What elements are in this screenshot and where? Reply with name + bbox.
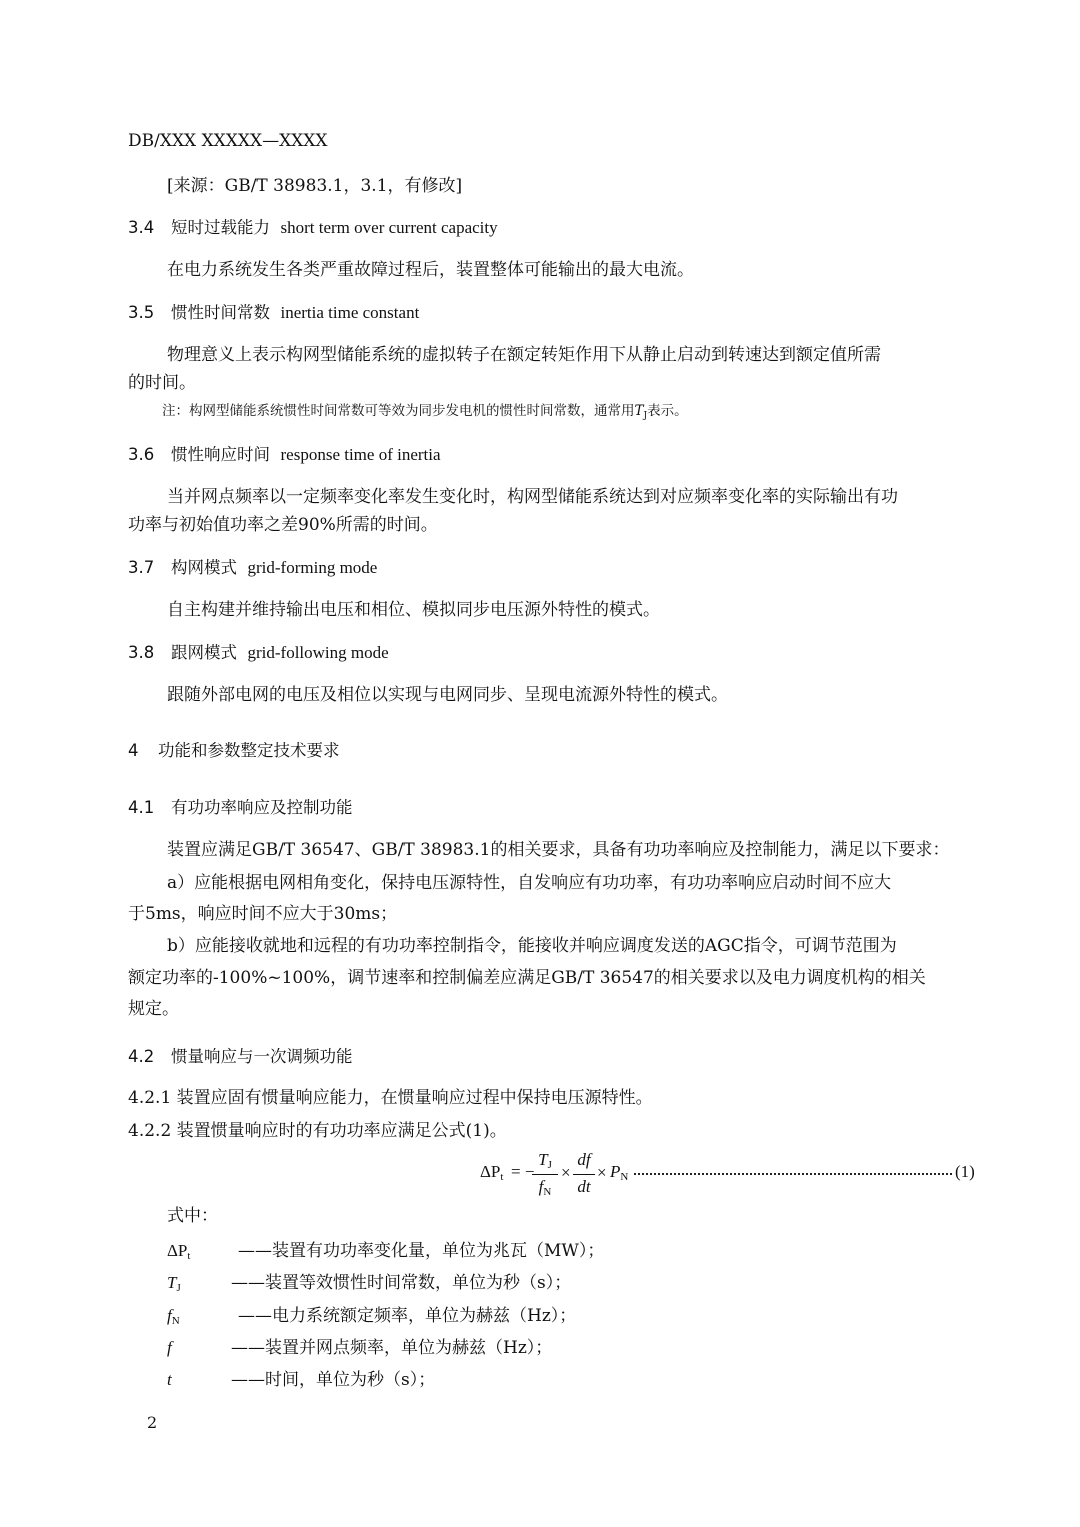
symbol-term xyxy=(167,1337,231,1359)
term-definition: 物理意义上表示构网型储能系统的虚拟转子在额定转矩作用下从静止启动到转速达到额定值所需 xyxy=(167,345,881,365)
symbol-subscript: t xyxy=(187,1250,191,1262)
symbol-main: ΔP xyxy=(167,1241,188,1260)
term-definition-continued: 功率与初始值功率之差90%所需的时间。 xyxy=(128,515,438,535)
tj-symbol: T xyxy=(538,1150,548,1169)
note-symbol-subscript: J xyxy=(643,411,648,421)
symbol-main: t xyxy=(167,1370,172,1389)
fraction-numerator: df xyxy=(577,1150,591,1169)
formula-rhs xyxy=(610,1162,628,1183)
term-english: short term over current capacity xyxy=(280,218,498,237)
term-chinese: 短时过载能力 xyxy=(171,218,270,237)
formula-number: (1) xyxy=(955,1162,975,1181)
term-definition: 当并网点频率以一定频率变化率发生变化时，构网型储能系统达到对应频率变化率的实际输出有功 xyxy=(167,487,898,507)
fraction-denominator xyxy=(532,1177,558,1199)
symbol-main: f xyxy=(167,1338,172,1357)
subsection-heading-4-2 xyxy=(128,1046,353,1068)
list-item-b: b）应能接收就地和远程的有功功率控制指令，能接收并响应调度发送的AGC指令，可调节范围为 xyxy=(167,936,897,956)
term-heading-3-6 xyxy=(128,444,441,466)
symbol-description: ——电力系统额定频率，单位为赫兹（Hz）； xyxy=(238,1306,577,1326)
times-sign: × xyxy=(597,1163,607,1182)
term-english: response time of inertia xyxy=(280,445,441,464)
fraction-numerator xyxy=(532,1150,558,1172)
symbol-description: ——装置等效惯性时间常数，单位为秒（s）； xyxy=(231,1273,572,1293)
list-item-a-continued: 于5ms，响应时间不应大于30ms； xyxy=(128,904,398,924)
fn-symbol: f xyxy=(538,1177,544,1196)
term-english: grid-following mode xyxy=(247,643,389,662)
term-definition-continued: 的时间。 xyxy=(128,373,196,393)
pn-symbol: P xyxy=(610,1162,621,1181)
term-chinese: 惯性时间常数 xyxy=(171,303,270,322)
term-definition: 在电力系统发生各类严重故障过程后，装置整体可能输出的最大电流。 xyxy=(167,260,694,280)
clause-4-2-2: 4.2.2 装置惯量响应时的有功功率应满足公式(1)。 xyxy=(128,1121,507,1141)
term-definition: 跟随外部电网的电压及相位以实现与电网同步、呈现电流源外特性的模式。 xyxy=(167,685,728,705)
dot-leader xyxy=(634,1173,952,1175)
term-note xyxy=(162,402,688,425)
subsection-number: 4.1 xyxy=(128,798,155,817)
page-number: 2 xyxy=(147,1413,158,1432)
term-english: grid-forming mode xyxy=(247,558,378,577)
fraction-bar xyxy=(532,1174,558,1175)
term-heading-3-7 xyxy=(128,557,377,579)
paragraph-line: 装置应满足GB/T 36547、GB/T 38983.1的相关要求，具备有功功率响应及控制能力，满足以下要求： xyxy=(167,840,950,860)
term-number: 3.8 xyxy=(128,643,155,662)
symbol-main: f xyxy=(167,1306,172,1325)
subsection-title: 有功功率响应及控制功能 xyxy=(171,798,353,817)
formula-equals: = − xyxy=(511,1162,535,1181)
term-number: 3.6 xyxy=(128,445,155,464)
note-label: 注： xyxy=(162,403,189,419)
term-definition: 自主构建并维持输出电压和相位、模拟同步电压源外特性的模式。 xyxy=(167,600,660,620)
section-title: 功能和参数整定技术要求 xyxy=(158,741,340,760)
term-english: inertia time constant xyxy=(280,303,420,322)
term-number: 3.5 xyxy=(128,303,155,322)
fraction-denominator: dt xyxy=(577,1177,591,1196)
term-number: 3.7 xyxy=(128,558,155,577)
symbol-term xyxy=(167,1272,231,1299)
term-chinese: 跟网模式 xyxy=(171,643,237,662)
symbol-term xyxy=(167,1369,231,1391)
symbol-definition xyxy=(167,1369,435,1391)
document-code: DB/XXX XXXXX—XXXX xyxy=(128,131,328,151)
symbol-definition xyxy=(167,1337,552,1359)
clause-4-2-1: 4.2.1 装置应固有惯量响应能力，在惯量响应过程中保持电压源特性。 xyxy=(128,1088,653,1108)
term-heading-3-5 xyxy=(128,302,419,324)
delta-p-symbol: ΔP xyxy=(480,1162,501,1181)
symbol-definition xyxy=(167,1240,604,1267)
list-item-b-continued: 额定功率的-100%~100%，调节速率和控制偏差应满足GB/T 36547的相关要求以及电力调度机构的相关 xyxy=(128,968,926,988)
term-chinese: 构网模式 xyxy=(171,558,237,577)
delta-p-subscript: t xyxy=(500,1171,504,1183)
symbol-description: ——装置有功功率变化量，单位为兆瓦（MW）； xyxy=(238,1241,605,1261)
term-heading-3-8 xyxy=(128,642,389,664)
times-sign: × xyxy=(561,1163,571,1182)
symbol-term xyxy=(167,1305,238,1332)
term-chinese: 惯性响应时间 xyxy=(171,445,270,464)
symbol-subscript: N xyxy=(171,1315,180,1327)
section-heading-4 xyxy=(128,740,340,762)
term-number: 3.4 xyxy=(128,218,155,237)
source-note: [来源：GB/T 38983.1，3.1，有修改] xyxy=(167,176,463,196)
symbol-term xyxy=(167,1240,238,1267)
note-symbol: T xyxy=(634,403,644,419)
section-number: 4 xyxy=(128,741,139,760)
symbol-description: ——装置并网点频率，单位为赫兹（Hz）； xyxy=(231,1338,553,1358)
pn-subscript: N xyxy=(620,1171,629,1183)
tj-subscript: J xyxy=(547,1159,552,1171)
fraction-bar xyxy=(573,1174,595,1175)
symbol-subscript: J xyxy=(176,1282,181,1294)
subsection-heading-4-1 xyxy=(128,797,353,819)
symbol-main: T xyxy=(167,1273,177,1292)
subsection-title: 惯量响应与一次调频功能 xyxy=(171,1047,353,1066)
subsection-number: 4.2 xyxy=(128,1047,155,1066)
list-item-b-end: 规定。 xyxy=(128,999,179,1019)
note-text: 构网型储能系统惯性时间常数可等效为同步发电机的惯性时间常数，通常用 xyxy=(189,403,635,419)
formula-lhs xyxy=(480,1162,503,1183)
symbol-definition xyxy=(167,1272,571,1299)
fraction-df-dt xyxy=(573,1150,595,1199)
term-heading-3-4 xyxy=(128,217,498,239)
fraction-tj-fn xyxy=(532,1150,558,1199)
note-text-end: 表示。 xyxy=(647,403,688,419)
symbol-description: ——时间，单位为秒（s）； xyxy=(231,1370,436,1390)
where-label: 式中： xyxy=(167,1206,218,1226)
list-item-a: a）应能根据电网相角变化，保持电压源特性，自发响应有功功率，有功功率响应启动时间不应大 xyxy=(167,873,892,893)
fn-subscript: N xyxy=(543,1186,552,1198)
symbol-definition xyxy=(167,1305,576,1332)
